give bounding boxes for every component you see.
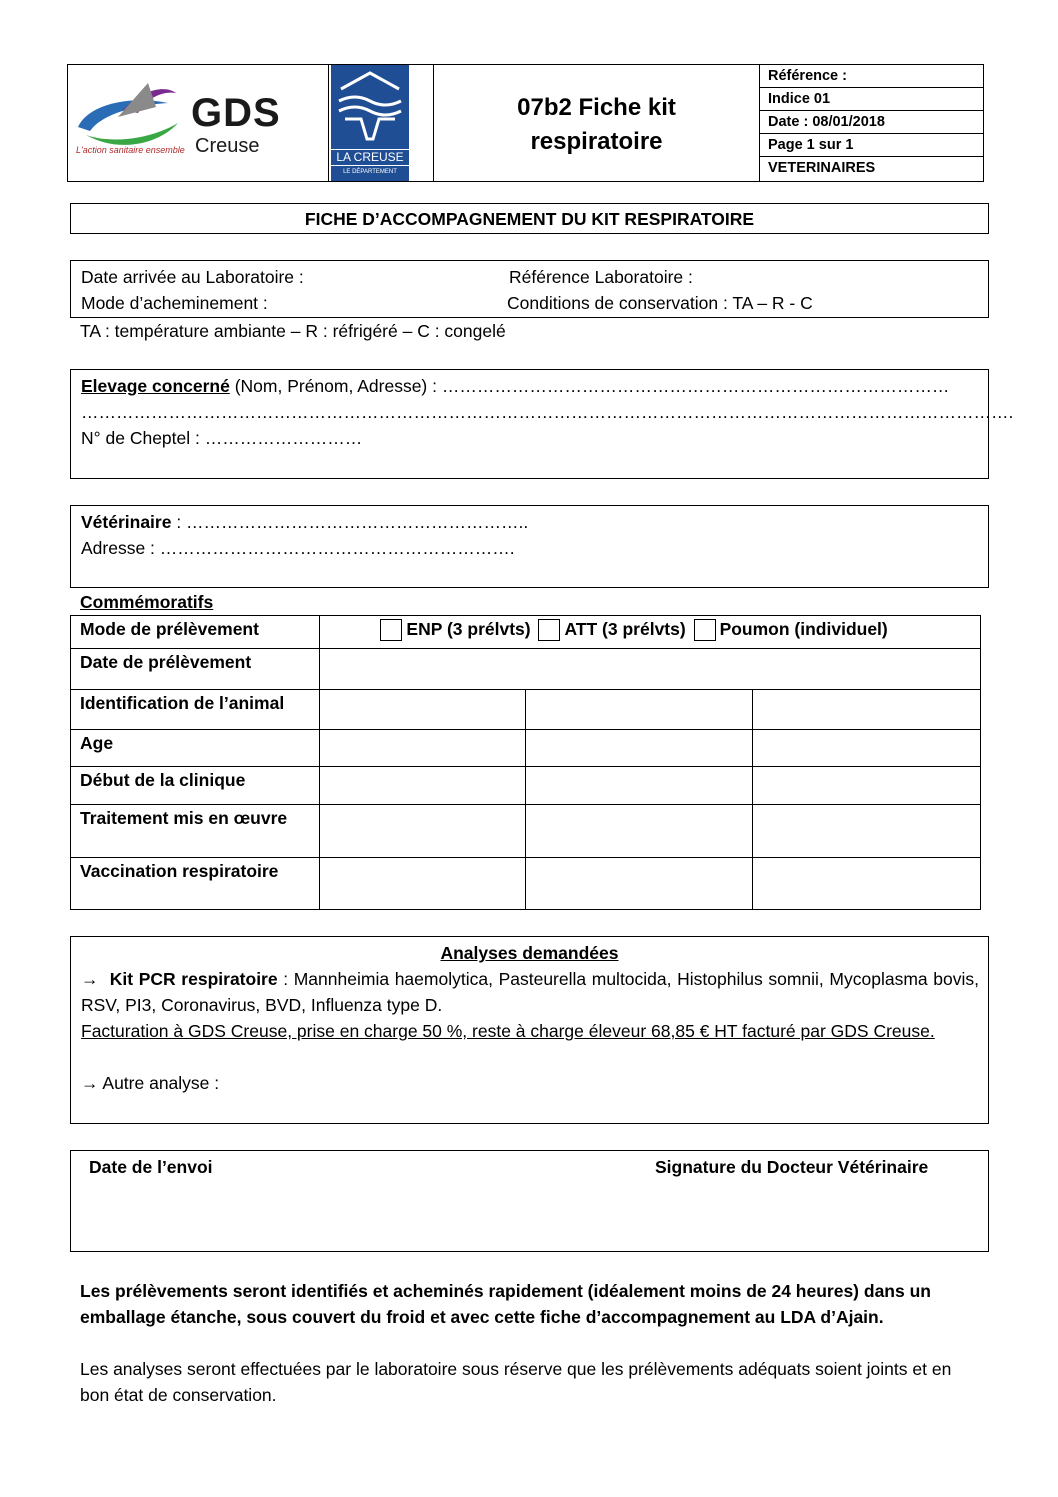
other-analysis-label: Autre analyse : <box>98 1073 220 1093</box>
age-field-2[interactable] <box>526 730 753 767</box>
debut-clinique-label: Début de la clinique <box>71 767 320 805</box>
arrow-icon: → <box>81 1073 99 1093</box>
ref-reference: Référence : <box>760 65 983 88</box>
identification-label: Identification de l’animal <box>71 690 320 730</box>
arrival-date-label: Date arrivée au Laboratoire : <box>81 267 304 287</box>
mode-prelevement-options <box>320 616 981 649</box>
analyses-title: Analyses demandées <box>440 943 619 963</box>
arrow-icon: → <box>81 969 99 989</box>
creuse-logo-text: LA CREUSE <box>331 149 409 166</box>
vaccination-field-3[interactable] <box>753 858 981 910</box>
age-label: Age <box>71 730 320 767</box>
signature-box <box>70 1150 989 1252</box>
vaccination-label: Vaccination respiratoire <box>71 858 320 910</box>
identification-field-2[interactable] <box>526 690 753 730</box>
vaccination-field-1[interactable] <box>320 858 526 910</box>
shipping-note: Les prélèvements seront identifiés et acheminés rapidement (idéalement moins de 24 heures) dans un emballage étanche, sous couvert du froid et avec cette fiche d’accompagnement au LDA d’Ajain. <box>80 1281 931 1327</box>
traitement-field-1[interactable] <box>320 805 526 858</box>
elevage-box <box>70 369 1014 479</box>
veterinaire-box <box>70 505 989 588</box>
kit-pcr-text: : Mannheimia haemolytica, Pasteurella multocida, Histophilus somnii, Mycoplasma bovis, RSV, PI3, Coronavirus, BVD, Influenza type D. <box>81 969 979 1015</box>
envoi-date-label: Date de l’envoi <box>89 1157 213 1177</box>
table-row <box>71 690 981 730</box>
title-line-1: 07b2 Fiche kit <box>517 94 676 121</box>
identification-field-3[interactable] <box>753 690 981 730</box>
elevage-label: Elevage concerné <box>81 376 230 396</box>
conditions-note: Les analyses seront effectuées par le laboratoire sous réserve que les prélèvements adéquats soient joints et en bon état de conservation. <box>80 1359 952 1405</box>
kit-pcr-paragraph <box>81 966 979 1018</box>
table-row <box>71 767 981 805</box>
transport-mode-label: Mode d’acheminement : <box>81 293 268 313</box>
debut-clinique-field-2[interactable] <box>526 767 753 805</box>
creuse-logo-panel <box>331 65 409 181</box>
commemoratifs-table <box>70 615 981 910</box>
signature-label: Signature du Docteur Vétérinaire <box>655 1157 929 1177</box>
analyses-box <box>70 936 989 1124</box>
debut-clinique-field-3[interactable] <box>753 767 981 805</box>
mode-prelevement-label: Mode de prélèvement <box>71 616 320 649</box>
ref-date: Date : 08/01/2018 <box>760 111 983 134</box>
title-line-2: respiratoire <box>530 128 663 155</box>
table-row <box>71 649 981 690</box>
lab-reference-label: Référence Laboratoire : <box>509 267 693 287</box>
document-title <box>433 65 760 181</box>
vaccination-field-2[interactable] <box>526 858 753 910</box>
date-prelevement-field[interactable] <box>320 649 981 690</box>
debut-clinique-field-1[interactable] <box>320 767 526 805</box>
gds-logo-sub: Creuse <box>195 135 260 157</box>
document-header <box>67 64 984 182</box>
elevage-label-rest: (Nom, Prénom, Adresse) : …………………………………………………………………………… <box>229 376 950 396</box>
commemoratifs-title: Commémoratifs <box>80 592 214 612</box>
traitement-label: Traitement mis en œuvre <box>71 805 320 858</box>
gds-logo-text: GDS <box>191 91 281 135</box>
table-row <box>71 858 981 910</box>
creuse-emblem-icon <box>331 67 409 147</box>
enp-checkbox[interactable] <box>380 619 402 641</box>
table-row <box>71 616 981 649</box>
conservation-legend: TA : température ambiante – R : réfrigéré – C : congelé <box>80 321 506 341</box>
ref-indice: Indice 01 <box>760 88 983 111</box>
gds-tagline: L'action sanitaire ensemble <box>76 145 185 155</box>
veterinaire-line <box>81 509 528 535</box>
veterinaire-label-rest: : ………………………………………………….. <box>171 512 529 532</box>
billing-text: Facturation à GDS Creuse, prise en charge 50 %, reste à charge éleveur 68,85 € HT facturé par GDS Creuse. <box>81 1021 935 1041</box>
other-analysis-line <box>81 1070 219 1096</box>
gds-logo <box>68 65 328 181</box>
ref-page: Page 1 sur 1 <box>760 134 983 157</box>
kit-pcr-label: Kit PCR respiratoire <box>109 969 278 989</box>
poumon-checkbox[interactable] <box>694 619 716 641</box>
date-prelevement-label: Date de prélèvement <box>71 649 320 690</box>
table-row <box>71 730 981 767</box>
poumon-label: Poumon (individuel) <box>719 619 888 639</box>
conservation-label: Conditions de conservation : TA – R - C <box>507 293 813 313</box>
age-field-3[interactable] <box>753 730 981 767</box>
age-field-1[interactable] <box>320 730 526 767</box>
traitement-field-2[interactable] <box>526 805 753 858</box>
identification-field-1[interactable] <box>320 690 526 730</box>
creuse-logo-sub: LE DÉPARTEMENT <box>343 169 397 175</box>
veterinaire-label: Vétérinaire <box>81 512 172 532</box>
elevage-dots-line: ……………………………………………………………………………………………………………………………………………. <box>81 402 1014 422</box>
veterinaire-adresse: Adresse : ……………………………………………………. <box>81 538 515 558</box>
form-title: FICHE D’ACCOMPAGNEMENT DU KIT RESPIRATOIRE <box>70 203 989 234</box>
enp-label: ENP (3 prélvts) <box>406 619 531 639</box>
att-label: ATT (3 prélvts) <box>564 619 686 639</box>
lab-reception-box <box>70 260 989 318</box>
creuse-logo <box>328 65 433 181</box>
table-row <box>71 805 981 858</box>
elevage-line <box>81 373 949 399</box>
traitement-field-3[interactable] <box>753 805 981 858</box>
cheptel-label: N° de Cheptel : ……………………… <box>81 428 363 448</box>
ref-audience: VETERINAIRES <box>768 160 876 176</box>
att-checkbox[interactable] <box>538 619 560 641</box>
